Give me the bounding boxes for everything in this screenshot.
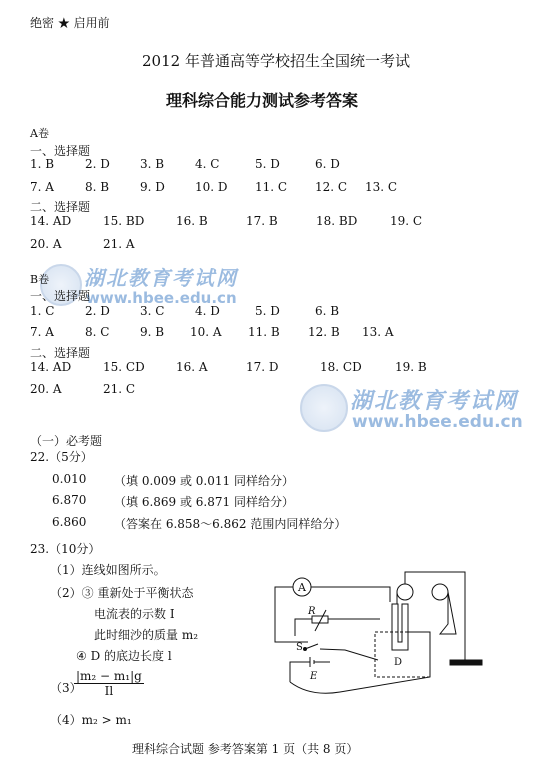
watermark-url: www.hbee.edu.cn: [352, 412, 523, 432]
answer: 8. C: [85, 325, 110, 339]
answer: 8. B: [85, 180, 110, 194]
answer: 10. D: [195, 180, 228, 194]
answer-value: 6.870: [52, 493, 87, 507]
answer: 14. AD: [30, 360, 72, 374]
page-footer: 理科综合试题 参考答案第 1 页（共 8 页）: [132, 742, 359, 756]
answer: 13. A: [362, 325, 394, 339]
answer-note: （填 6.869 或 6.871 同样给分）: [114, 495, 294, 509]
q23-part-3: （3）: [50, 681, 82, 695]
secret-mark: 绝密 ★ 启用前: [30, 16, 110, 30]
answer: 12. C: [315, 180, 348, 194]
answer: 6. B: [315, 304, 340, 318]
paper-a-label: A卷: [30, 127, 49, 140]
watermark-2: [300, 384, 545, 440]
answer: 11. B: [248, 325, 280, 339]
answer: 2. D: [85, 304, 110, 318]
answer-subtitle: 理科综合能力测试参考答案: [166, 91, 359, 110]
answer: 11. C: [255, 180, 288, 194]
section-choice-2: 二、选择题: [30, 200, 91, 214]
answer: 2. D: [85, 157, 110, 171]
d-label: D: [394, 657, 403, 668]
answer: 4. D: [195, 304, 220, 318]
q23-part-4: （4）m₂ > m₁: [50, 713, 132, 727]
q23-part-1: （1）连线如图所示。: [50, 563, 166, 577]
answer: 13. C: [365, 180, 398, 194]
answer: 6. D: [315, 157, 340, 171]
answer: 20. A: [30, 382, 62, 396]
answer: 14. AD: [30, 214, 72, 228]
watermark-cn: 湖北教育考试网: [350, 389, 519, 414]
answer-value: 6.860: [52, 515, 87, 529]
section-choice-1: 一、选择题: [30, 144, 91, 158]
answer: 19. B: [395, 360, 427, 374]
answer: 7. A: [30, 180, 54, 194]
answer: 16. A: [176, 360, 208, 374]
rheostat-label: R: [308, 606, 316, 617]
answer-value: 0.010: [52, 472, 87, 486]
watermark-logo-icon: [300, 384, 348, 432]
q23-part-2-mass: 此时细沙的质量 m₂: [94, 628, 199, 642]
switch-label: S: [296, 642, 303, 653]
watermark-url: www.hbee.edu.cn: [86, 289, 237, 307]
answer: 1. C: [30, 304, 55, 318]
section-required: （一）必考题: [30, 434, 103, 448]
battery-icon: [310, 657, 314, 667]
answer-note: （答案在 6.858～6.862 范围内同样给分）: [114, 517, 347, 531]
section-choice-1: 一、选择题: [30, 289, 91, 303]
watermark-cn: 湖北教育考试网: [84, 266, 238, 290]
answer: 3. B: [140, 157, 165, 171]
circuit-diagram: [270, 552, 492, 712]
answer: 12. B: [308, 325, 340, 339]
answer: 4. C: [195, 157, 220, 171]
answer: 20. A: [30, 237, 62, 251]
answer: 18. BD: [316, 214, 358, 228]
answer: 7. A: [30, 325, 54, 339]
answer: 5. D: [255, 304, 280, 318]
answer: 15. BD: [103, 214, 145, 228]
answer: 16. B: [176, 214, 208, 228]
answer: 15. CD: [103, 360, 145, 374]
answer: 21. C: [103, 382, 136, 396]
answer: 1. B: [30, 157, 55, 171]
q23-formula: [74, 669, 144, 698]
formula-denominator: Il: [104, 684, 114, 698]
answer: 9. D: [140, 180, 165, 194]
section-choice-2: 二、选择题: [30, 346, 91, 360]
answer: 9. B: [140, 325, 165, 339]
answer: 17. D: [246, 360, 279, 374]
exam-title: 2012 年普通高等学校招生全国统一考试: [142, 52, 410, 70]
q23-part-2: （2）③ 重新处于平衡状态: [50, 586, 194, 600]
answer: 18. CD: [320, 360, 362, 374]
answer: 3. C: [140, 304, 165, 318]
answer: 19. C: [390, 214, 423, 228]
q23-heading: 23.（10分）: [30, 542, 101, 556]
formula-numerator: |m₂ − m₁|g: [76, 669, 142, 683]
q23-part-2-current: 电流表的示数 I: [94, 607, 175, 621]
battery-label: E: [310, 671, 318, 682]
ammeter-label: A: [298, 581, 306, 594]
paper-b-label: B卷: [30, 273, 50, 286]
answer: 17. B: [246, 214, 278, 228]
q23-part-2-length: ④ D 的底边长度 l: [76, 649, 172, 663]
answer: 5. D: [255, 157, 280, 171]
q22-heading: 22.（5分）: [30, 450, 93, 464]
answer: 21. A: [103, 237, 135, 251]
answer-note: （填 0.009 或 0.011 同样给分）: [114, 474, 294, 488]
answer: 10. A: [190, 325, 222, 339]
